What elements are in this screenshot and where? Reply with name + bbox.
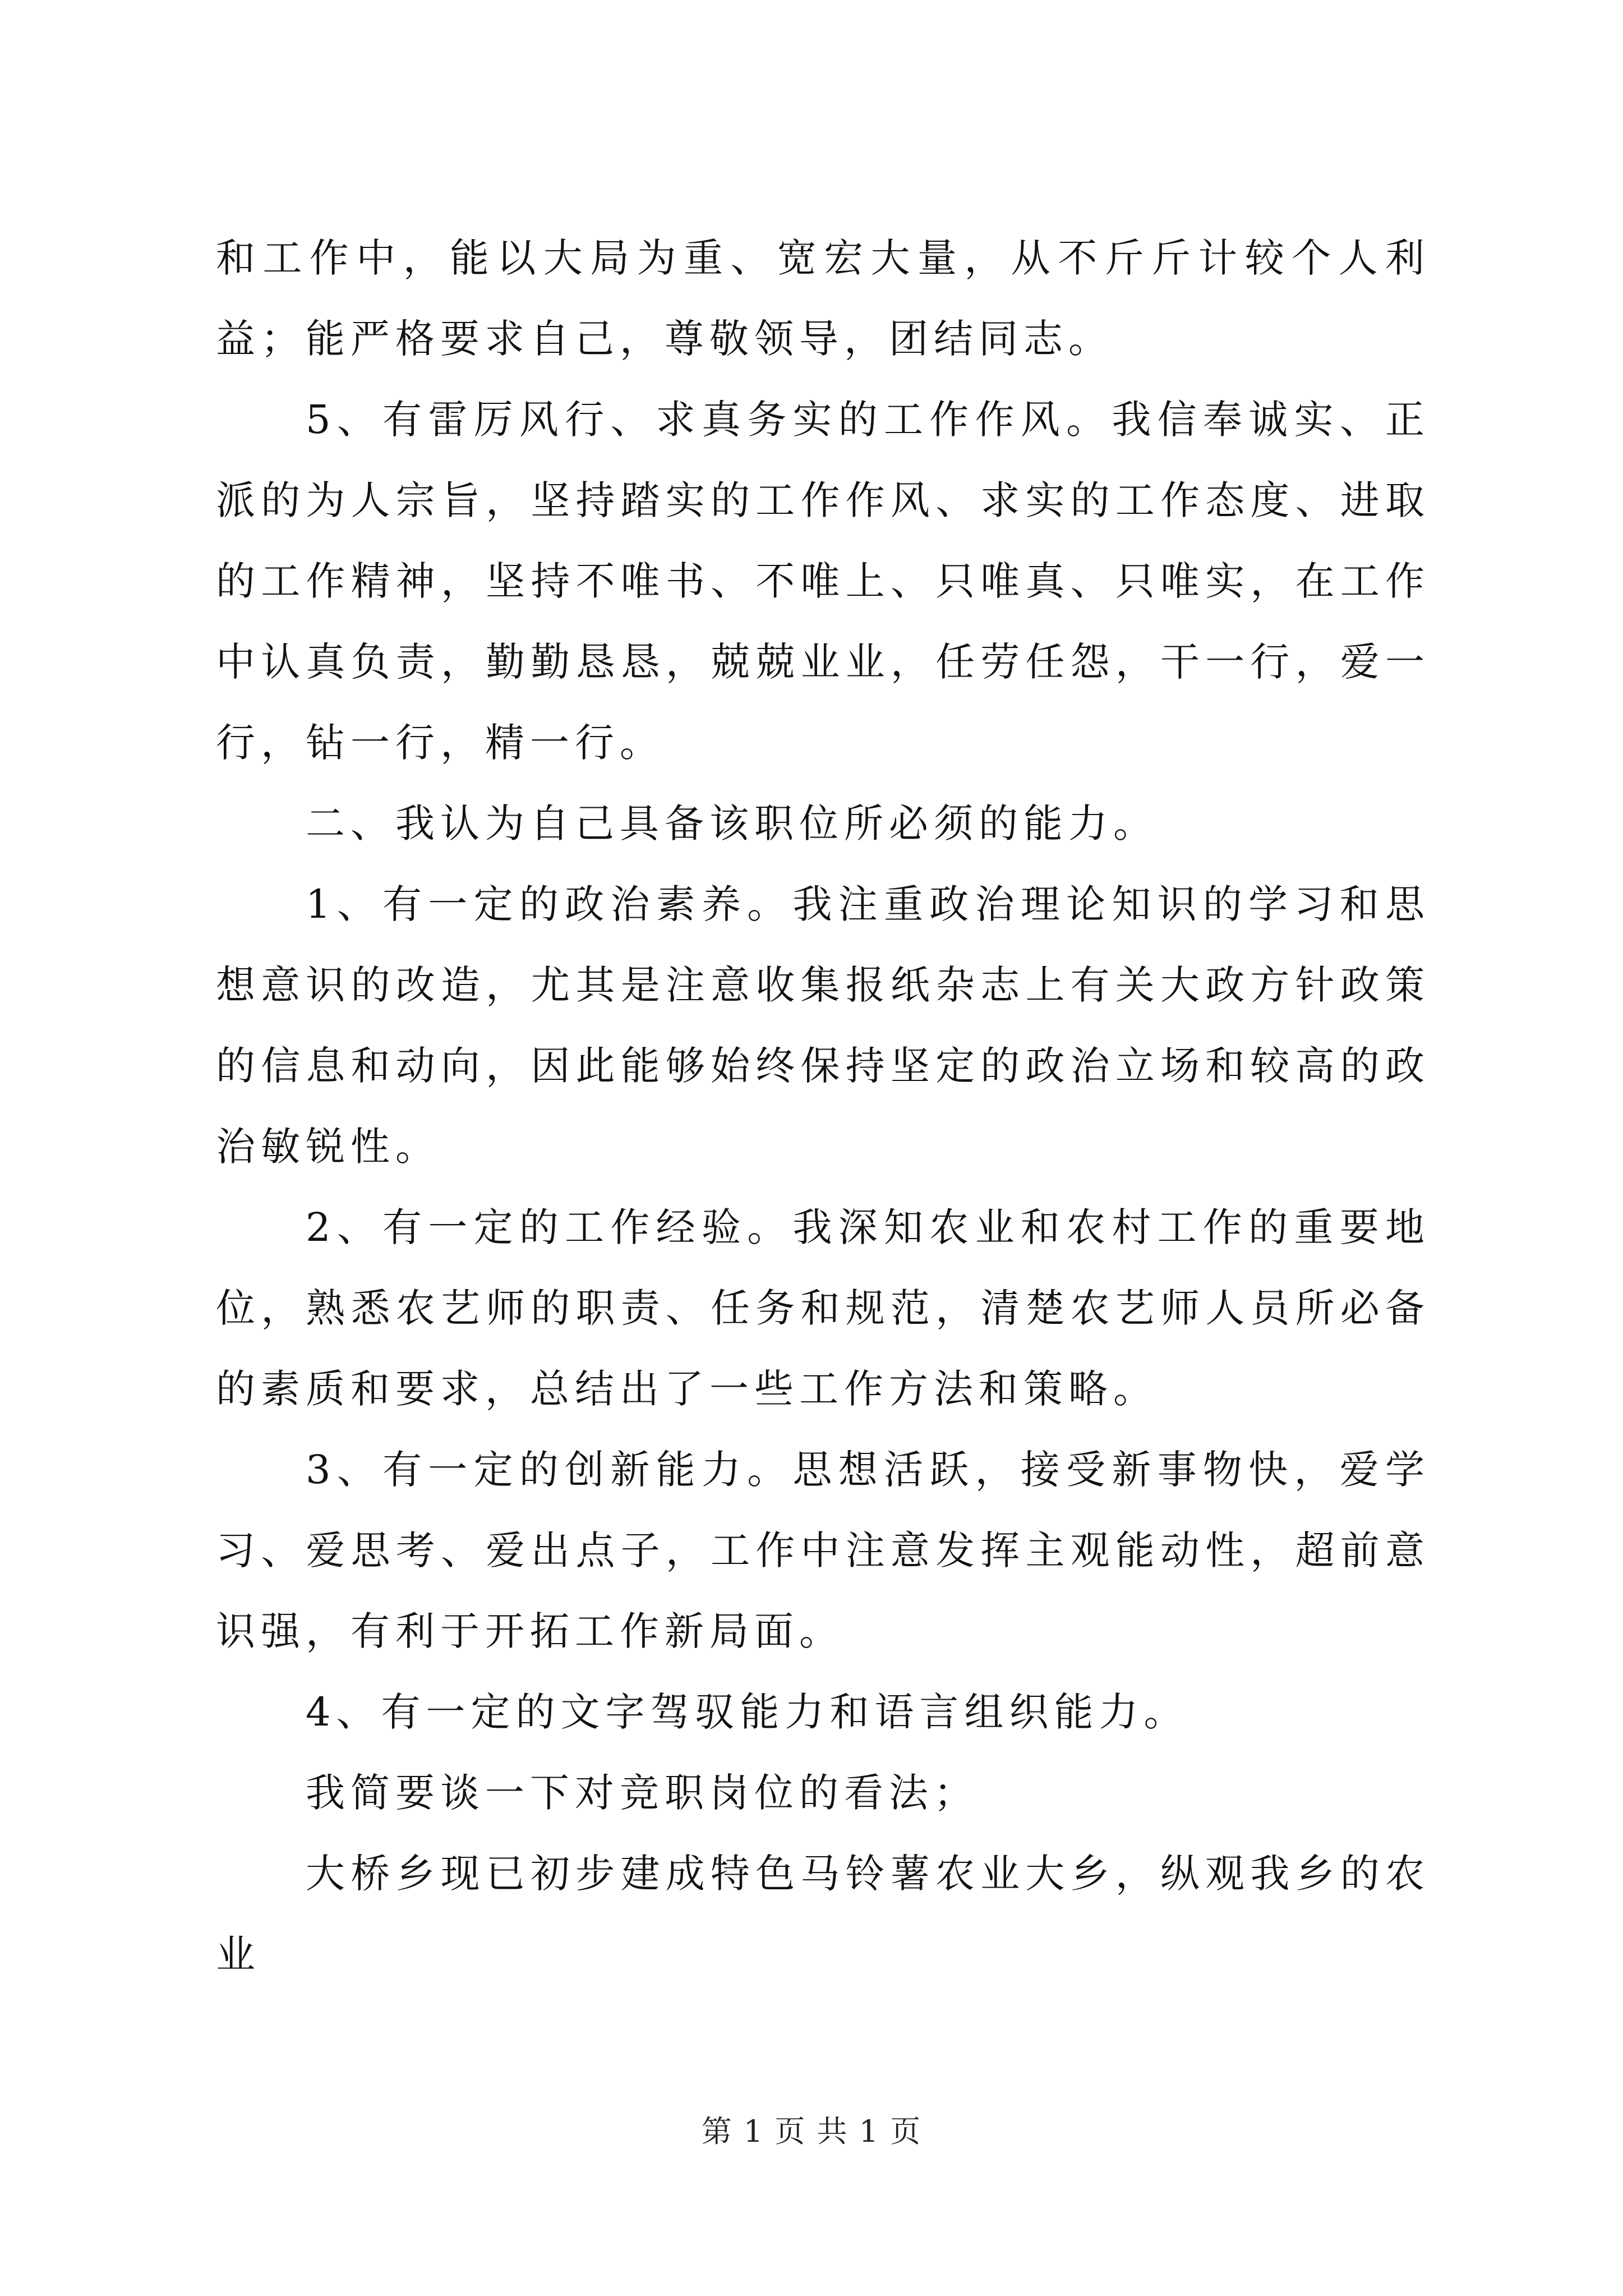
- paragraph: 3、有一定的创新能力。思想活跃，接受新事物快，爱学习、爱思考、爱出点子，工作中注意发挥主观能动性，超前意识强，有利于开拓工作新局面。: [216, 1447, 1430, 1654]
- paragraph: 我简要谈一下对竞职岗位的看法；: [306, 1770, 979, 1816]
- document-body: [216, 218, 1430, 1995]
- paragraph: 2、有一定的工作经验。我深知农业和农村工作的重要地位，熟悉农艺师的职责、任务和规范，清楚农艺师人员所必备的素质和要求，总结出了一些工作方法和策略。: [216, 1204, 1430, 1412]
- section-heading: 二、我认为自己具备该职位所必须的能力。: [306, 800, 1158, 846]
- paragraph: 大桥乡现已初步建成特色马铃薯农业大乡，纵观我乡的农业: [216, 1851, 1430, 1977]
- paragraph: 4、有一定的文字驾驭能力和语言组织能力。: [306, 1689, 1189, 1735]
- page-footer: 第 1 页 共 1 页: [701, 2114, 922, 2149]
- paragraph: 和工作中，能以大局为重、宽宏大量，从不斤斤计较个人利益；能严格要求自己，尊敬领导，团结同志。: [216, 235, 1430, 362]
- paragraph: 1、有一定的政治素养。我注重政治理论知识的学习和思想意识的改造，尤其是注意收集报纸杂志上有关大政方针政策的信息和动向，因此能够始终保持坚定的政治立场和较高的政治敏锐性。: [216, 881, 1430, 1170]
- paragraph: 5、有雷厉风行、求真务实的工作作风。我信奉诚实、正派的为人宗旨，坚持踏实的工作作风、求实的工作态度、进取的工作精神，坚持不唯书、不唯上、只唯真、只唯实，在工作中认真负责，勤勤恳恳，兢兢业业，任劳任怨，干一行，爱一行，钻一行，精一行。: [216, 397, 1430, 766]
